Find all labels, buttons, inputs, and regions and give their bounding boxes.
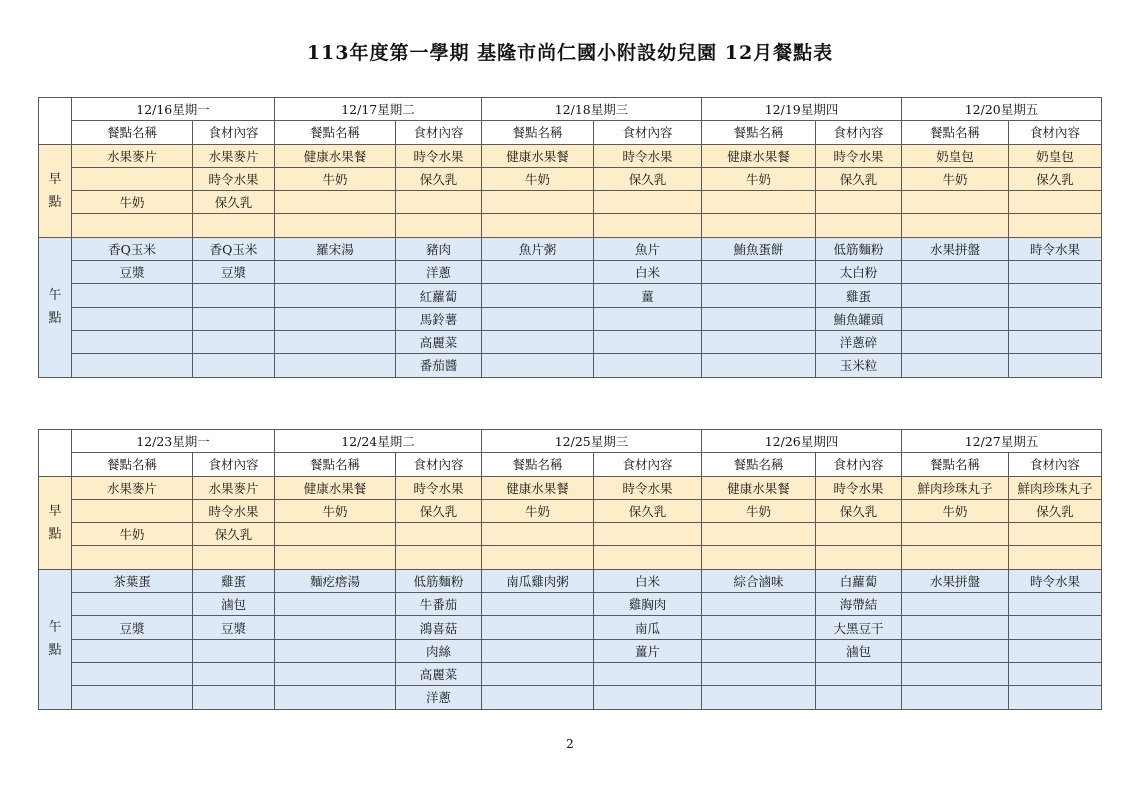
dish-name-cell: 水果麥片 bbox=[72, 476, 193, 499]
ingredient-cell: 保久乳 bbox=[816, 499, 902, 522]
ingredient-cell: 保久乳 bbox=[396, 167, 482, 190]
day-header: 12/18星期三 bbox=[482, 98, 702, 121]
dish-name-cell bbox=[902, 662, 1009, 685]
ingredient-cell: 雞胸肉 bbox=[594, 593, 702, 616]
dish-name-cell bbox=[275, 214, 396, 237]
ingredient-cell bbox=[1009, 593, 1102, 616]
ingredient-cell: 太白粉 bbox=[816, 261, 902, 284]
dish-name-cell bbox=[482, 354, 594, 377]
breakfast-row bbox=[39, 214, 1102, 237]
ingredient-cell: 時令水果 bbox=[816, 476, 902, 499]
ingredient-cell: 洋蔥 bbox=[396, 686, 482, 709]
ingredient-cell: 洋蔥碎 bbox=[816, 330, 902, 353]
day-header: 12/16星期一 bbox=[72, 98, 275, 121]
ingredient-cell bbox=[816, 523, 902, 546]
ingredient-cell: 鴻喜菇 bbox=[396, 616, 482, 639]
dish-name-cell: 健康水果餐 bbox=[482, 476, 594, 499]
dish-name-cell: 牛奶 bbox=[482, 499, 594, 522]
ingredient-header: 食材內容 bbox=[1009, 121, 1102, 144]
dish-name-cell bbox=[482, 662, 594, 685]
dish-name-cell bbox=[275, 616, 396, 639]
dish-name-cell bbox=[275, 593, 396, 616]
day-header: 12/23星期一 bbox=[72, 430, 275, 453]
dish-name-cell bbox=[72, 214, 193, 237]
ingredient-cell: 高麗菜 bbox=[396, 330, 482, 353]
ingredient-cell: 洋蔥 bbox=[396, 261, 482, 284]
dish-name-header: 餐點名稱 bbox=[275, 121, 396, 144]
ingredient-cell: 肉絲 bbox=[396, 639, 482, 662]
dish-name-header: 餐點名稱 bbox=[482, 121, 594, 144]
dish-name-cell bbox=[482, 307, 594, 330]
page-title: 113年度第一學期 基隆市尚仁國小附設幼兒園 12月餐點表 bbox=[306, 42, 834, 64]
dish-name-header: 餐點名稱 bbox=[482, 453, 594, 476]
ingredient-cell bbox=[594, 191, 702, 214]
breakfast-row bbox=[39, 144, 1102, 167]
dish-name-cell bbox=[702, 307, 816, 330]
ingredient-cell bbox=[1009, 546, 1102, 569]
dish-name-cell: 香Q玉米 bbox=[72, 237, 193, 260]
dish-name-cell bbox=[482, 191, 594, 214]
dish-name-cell: 奶皇包 bbox=[902, 144, 1009, 167]
dish-name-header: 餐點名稱 bbox=[72, 121, 193, 144]
dish-name-cell bbox=[275, 354, 396, 377]
dish-name-cell: 健康水果餐 bbox=[702, 144, 816, 167]
ingredient-cell: 魚片 bbox=[594, 237, 702, 260]
ingredient-cell bbox=[1009, 662, 1102, 685]
breakfast-row bbox=[39, 523, 1102, 546]
dish-name-cell: 豆漿 bbox=[72, 261, 193, 284]
ingredient-cell bbox=[594, 686, 702, 709]
ingredient-cell bbox=[193, 546, 275, 569]
ingredient-header: 食材內容 bbox=[193, 453, 275, 476]
dish-name-cell bbox=[72, 284, 193, 307]
ingredient-cell: 南瓜 bbox=[594, 616, 702, 639]
dish-name-cell bbox=[482, 686, 594, 709]
lunch-row bbox=[39, 237, 1102, 260]
ingredient-cell: 低筋麵粉 bbox=[396, 569, 482, 592]
day-header: 12/26星期四 bbox=[702, 430, 902, 453]
dish-name-cell: 豆漿 bbox=[72, 616, 193, 639]
dish-name-cell bbox=[702, 261, 816, 284]
ingredient-cell bbox=[396, 523, 482, 546]
ingredient-cell bbox=[193, 639, 275, 662]
lunch-row bbox=[39, 662, 1102, 685]
ingredient-header: 食材內容 bbox=[594, 453, 702, 476]
ingredient-cell bbox=[594, 214, 702, 237]
page-number: 2 bbox=[566, 737, 574, 751]
day-header: 12/20星期五 bbox=[902, 98, 1102, 121]
ingredient-cell: 水果麥片 bbox=[193, 476, 275, 499]
dish-name-cell bbox=[275, 261, 396, 284]
ingredient-cell bbox=[1009, 214, 1102, 237]
ingredient-header: 食材內容 bbox=[193, 121, 275, 144]
dish-name-cell bbox=[902, 330, 1009, 353]
ingredient-header: 食材內容 bbox=[1009, 453, 1102, 476]
dish-name-cell bbox=[482, 284, 594, 307]
dish-name-cell bbox=[702, 523, 816, 546]
dish-name-cell bbox=[702, 214, 816, 237]
lunch-row bbox=[39, 616, 1102, 639]
ingredient-cell: 雞蛋 bbox=[193, 569, 275, 592]
ingredient-cell: 保久乳 bbox=[594, 167, 702, 190]
dish-name-cell bbox=[702, 546, 816, 569]
dish-name-cell bbox=[72, 639, 193, 662]
dish-name-header: 餐點名稱 bbox=[902, 453, 1009, 476]
ingredient-header: 食材內容 bbox=[816, 453, 902, 476]
dish-name-cell bbox=[275, 307, 396, 330]
dish-name-cell: 水果拼盤 bbox=[902, 569, 1009, 592]
ingredient-cell bbox=[1009, 354, 1102, 377]
day-header: 12/19星期四 bbox=[702, 98, 902, 121]
dish-name-cell bbox=[72, 354, 193, 377]
ingredient-cell: 鮪魚罐頭 bbox=[816, 307, 902, 330]
dish-name-cell bbox=[275, 191, 396, 214]
dish-name-cell: 水果麥片 bbox=[72, 144, 193, 167]
dish-name-cell: 麵疙瘩湯 bbox=[275, 569, 396, 592]
ingredient-cell: 高麗菜 bbox=[396, 662, 482, 685]
breakfast-row bbox=[39, 476, 1102, 499]
dish-name-cell bbox=[72, 167, 193, 190]
ingredient-cell bbox=[1009, 330, 1102, 353]
dish-name-cell: 鮮肉珍珠丸子 bbox=[902, 476, 1009, 499]
breakfast-row bbox=[39, 546, 1102, 569]
dish-name-cell bbox=[702, 616, 816, 639]
ingredient-cell bbox=[193, 354, 275, 377]
ingredient-cell bbox=[594, 662, 702, 685]
lunch-row bbox=[39, 354, 1102, 377]
dish-name-cell bbox=[902, 261, 1009, 284]
ingredient-cell: 豆漿 bbox=[193, 616, 275, 639]
ingredient-cell bbox=[396, 546, 482, 569]
ingredient-header: 食材內容 bbox=[594, 121, 702, 144]
dish-name-cell bbox=[275, 546, 396, 569]
ingredient-cell bbox=[193, 307, 275, 330]
ingredient-cell: 時令水果 bbox=[396, 144, 482, 167]
dish-name-cell bbox=[702, 330, 816, 353]
dish-name-cell: 牛奶 bbox=[275, 167, 396, 190]
ingredient-cell: 薑片 bbox=[594, 639, 702, 662]
lunch-row bbox=[39, 569, 1102, 592]
breakfast-row bbox=[39, 167, 1102, 190]
ingredient-cell bbox=[193, 330, 275, 353]
dish-name-cell: 牛奶 bbox=[902, 167, 1009, 190]
ingredient-cell: 牛番茄 bbox=[396, 593, 482, 616]
dish-name-header: 餐點名稱 bbox=[902, 121, 1009, 144]
dish-name-cell bbox=[702, 191, 816, 214]
dish-name-cell bbox=[72, 330, 193, 353]
ingredient-cell: 保久乳 bbox=[193, 191, 275, 214]
ingredient-cell: 保久乳 bbox=[594, 499, 702, 522]
ingredient-cell: 低筋麵粉 bbox=[816, 237, 902, 260]
dish-name-cell bbox=[72, 686, 193, 709]
dish-name-cell: 羅宋湯 bbox=[275, 237, 396, 260]
ingredient-cell bbox=[594, 330, 702, 353]
dish-name-cell bbox=[275, 662, 396, 685]
ingredient-cell: 奶皇包 bbox=[1009, 144, 1102, 167]
dish-name-header: 餐點名稱 bbox=[275, 453, 396, 476]
ingredient-cell bbox=[396, 214, 482, 237]
ingredient-cell: 鮮肉珍珠丸子 bbox=[1009, 476, 1102, 499]
dish-name-cell: 茶葉蛋 bbox=[72, 569, 193, 592]
ingredient-cell bbox=[1009, 307, 1102, 330]
ingredient-cell: 保久乳 bbox=[193, 523, 275, 546]
ingredient-cell bbox=[1009, 686, 1102, 709]
dish-name-cell bbox=[902, 354, 1009, 377]
ingredient-cell: 薑 bbox=[594, 284, 702, 307]
ingredient-cell: 保久乳 bbox=[1009, 499, 1102, 522]
dish-name-cell bbox=[482, 639, 594, 662]
ingredient-cell: 時令水果 bbox=[193, 499, 275, 522]
dish-name-cell: 健康水果餐 bbox=[482, 144, 594, 167]
ingredient-cell bbox=[594, 354, 702, 377]
ingredient-cell: 白米 bbox=[594, 261, 702, 284]
dish-name-cell bbox=[72, 307, 193, 330]
ingredient-cell: 豆漿 bbox=[193, 261, 275, 284]
ingredient-cell: 時令水果 bbox=[594, 144, 702, 167]
lunch-row bbox=[39, 639, 1102, 662]
dish-name-cell bbox=[902, 686, 1009, 709]
dish-name-cell bbox=[902, 284, 1009, 307]
dish-name-cell bbox=[902, 639, 1009, 662]
ingredient-cell bbox=[594, 307, 702, 330]
ingredient-cell: 豬肉 bbox=[396, 237, 482, 260]
ingredient-cell: 保久乳 bbox=[396, 499, 482, 522]
dish-name-cell: 健康水果餐 bbox=[275, 476, 396, 499]
dish-name-cell bbox=[702, 354, 816, 377]
ingredient-cell bbox=[1009, 191, 1102, 214]
breakfast-row bbox=[39, 499, 1102, 522]
dish-name-cell bbox=[482, 593, 594, 616]
dish-name-cell bbox=[902, 546, 1009, 569]
ingredient-cell bbox=[193, 284, 275, 307]
day-header: 12/24星期二 bbox=[275, 430, 482, 453]
dish-name-cell: 水果拼盤 bbox=[902, 237, 1009, 260]
dish-name-cell: 綜合滷味 bbox=[702, 569, 816, 592]
dish-name-cell: 牛奶 bbox=[702, 167, 816, 190]
menu-table-week-1 bbox=[38, 97, 1102, 378]
ingredient-cell: 滷包 bbox=[193, 593, 275, 616]
dish-name-cell bbox=[275, 639, 396, 662]
ingredient-cell: 保久乳 bbox=[816, 167, 902, 190]
lunch-row bbox=[39, 593, 1102, 616]
day-header-row bbox=[39, 98, 1102, 121]
column-header-row bbox=[39, 453, 1102, 476]
ingredient-cell: 時令水果 bbox=[816, 144, 902, 167]
ingredient-cell: 香Q玉米 bbox=[193, 237, 275, 260]
ingredient-cell: 海帶結 bbox=[816, 593, 902, 616]
ingredient-cell bbox=[396, 191, 482, 214]
dish-name-cell bbox=[702, 662, 816, 685]
corner-cell bbox=[39, 430, 72, 477]
ingredient-cell bbox=[1009, 639, 1102, 662]
ingredient-cell bbox=[816, 546, 902, 569]
ingredient-cell: 馬鈴薯 bbox=[396, 307, 482, 330]
ingredient-cell: 玉米粒 bbox=[816, 354, 902, 377]
dish-name-header: 餐點名稱 bbox=[702, 121, 816, 144]
ingredient-cell bbox=[594, 546, 702, 569]
breakfast-section-label: 早 點 bbox=[39, 144, 72, 237]
dish-name-cell bbox=[72, 662, 193, 685]
dish-name-cell: 魚片粥 bbox=[482, 237, 594, 260]
ingredient-cell bbox=[1009, 261, 1102, 284]
dish-name-cell: 牛奶 bbox=[482, 167, 594, 190]
lunch-row bbox=[39, 307, 1102, 330]
dish-name-cell bbox=[702, 686, 816, 709]
lunch-row bbox=[39, 330, 1102, 353]
ingredient-header: 食材內容 bbox=[396, 453, 482, 476]
lunch-row bbox=[39, 686, 1102, 709]
dish-name-cell bbox=[482, 261, 594, 284]
ingredient-cell bbox=[193, 686, 275, 709]
ingredient-cell bbox=[193, 662, 275, 685]
dish-name-cell: 健康水果餐 bbox=[702, 476, 816, 499]
dish-name-cell bbox=[482, 214, 594, 237]
lunch-section-label: 午 點 bbox=[39, 569, 72, 709]
day-header: 12/27星期五 bbox=[902, 430, 1102, 453]
breakfast-section-label: 早 點 bbox=[39, 476, 72, 569]
ingredient-cell: 番茄醬 bbox=[396, 354, 482, 377]
ingredient-cell: 白米 bbox=[594, 569, 702, 592]
ingredient-cell bbox=[816, 686, 902, 709]
dish-name-header: 餐點名稱 bbox=[72, 453, 193, 476]
lunch-section-label: 午 點 bbox=[39, 237, 72, 377]
ingredient-header: 食材內容 bbox=[396, 121, 482, 144]
ingredient-cell bbox=[193, 214, 275, 237]
dish-name-cell bbox=[702, 284, 816, 307]
corner-cell bbox=[39, 98, 72, 145]
ingredient-cell bbox=[594, 523, 702, 546]
dish-name-cell bbox=[702, 639, 816, 662]
ingredient-cell: 水果麥片 bbox=[193, 144, 275, 167]
dish-name-cell: 牛奶 bbox=[702, 499, 816, 522]
dish-name-cell bbox=[902, 593, 1009, 616]
dish-name-cell bbox=[275, 523, 396, 546]
ingredient-cell: 紅蘿蔔 bbox=[396, 284, 482, 307]
dish-name-cell bbox=[482, 546, 594, 569]
breakfast-row bbox=[39, 191, 1102, 214]
lunch-row bbox=[39, 284, 1102, 307]
ingredient-cell: 大黑豆干 bbox=[816, 616, 902, 639]
lunch-row bbox=[39, 261, 1102, 284]
ingredient-cell bbox=[1009, 523, 1102, 546]
dish-name-cell: 健康水果餐 bbox=[275, 144, 396, 167]
dish-name-cell bbox=[275, 330, 396, 353]
dish-name-cell: 牛奶 bbox=[72, 191, 193, 214]
dish-name-cell bbox=[902, 214, 1009, 237]
dish-name-cell: 南瓜雞肉粥 bbox=[482, 569, 594, 592]
ingredient-cell: 時令水果 bbox=[193, 167, 275, 190]
day-header: 12/25星期三 bbox=[482, 430, 702, 453]
dish-name-cell bbox=[482, 523, 594, 546]
dish-name-cell: 牛奶 bbox=[72, 523, 193, 546]
dish-name-cell bbox=[902, 307, 1009, 330]
dish-name-cell bbox=[902, 523, 1009, 546]
ingredient-cell bbox=[1009, 616, 1102, 639]
ingredient-cell: 時令水果 bbox=[1009, 569, 1102, 592]
dish-name-cell: 鮪魚蛋餅 bbox=[702, 237, 816, 260]
ingredient-cell: 雞蛋 bbox=[816, 284, 902, 307]
ingredient-header: 食材內容 bbox=[816, 121, 902, 144]
ingredient-cell: 時令水果 bbox=[396, 476, 482, 499]
dish-name-cell bbox=[902, 616, 1009, 639]
dish-name-cell bbox=[902, 191, 1009, 214]
dish-name-cell bbox=[72, 546, 193, 569]
dish-name-cell bbox=[275, 284, 396, 307]
ingredient-cell bbox=[1009, 284, 1102, 307]
dish-name-cell bbox=[72, 593, 193, 616]
dish-name-cell bbox=[702, 593, 816, 616]
ingredient-cell bbox=[816, 662, 902, 685]
day-header-row bbox=[39, 430, 1102, 453]
ingredient-cell: 白蘿蔔 bbox=[816, 569, 902, 592]
ingredient-cell: 時令水果 bbox=[1009, 237, 1102, 260]
dish-name-cell bbox=[72, 499, 193, 522]
dish-name-header: 餐點名稱 bbox=[702, 453, 816, 476]
dish-name-cell bbox=[482, 330, 594, 353]
dish-name-cell bbox=[482, 616, 594, 639]
day-header: 12/17星期二 bbox=[275, 98, 482, 121]
menu-table-week-2 bbox=[38, 429, 1102, 710]
column-header-row bbox=[39, 121, 1102, 144]
ingredient-cell: 保久乳 bbox=[1009, 167, 1102, 190]
ingredient-cell bbox=[816, 214, 902, 237]
ingredient-cell bbox=[816, 191, 902, 214]
ingredient-cell: 滷包 bbox=[816, 639, 902, 662]
ingredient-cell: 時令水果 bbox=[594, 476, 702, 499]
dish-name-cell: 牛奶 bbox=[275, 499, 396, 522]
dish-name-cell bbox=[275, 686, 396, 709]
dish-name-cell: 牛奶 bbox=[902, 499, 1009, 522]
